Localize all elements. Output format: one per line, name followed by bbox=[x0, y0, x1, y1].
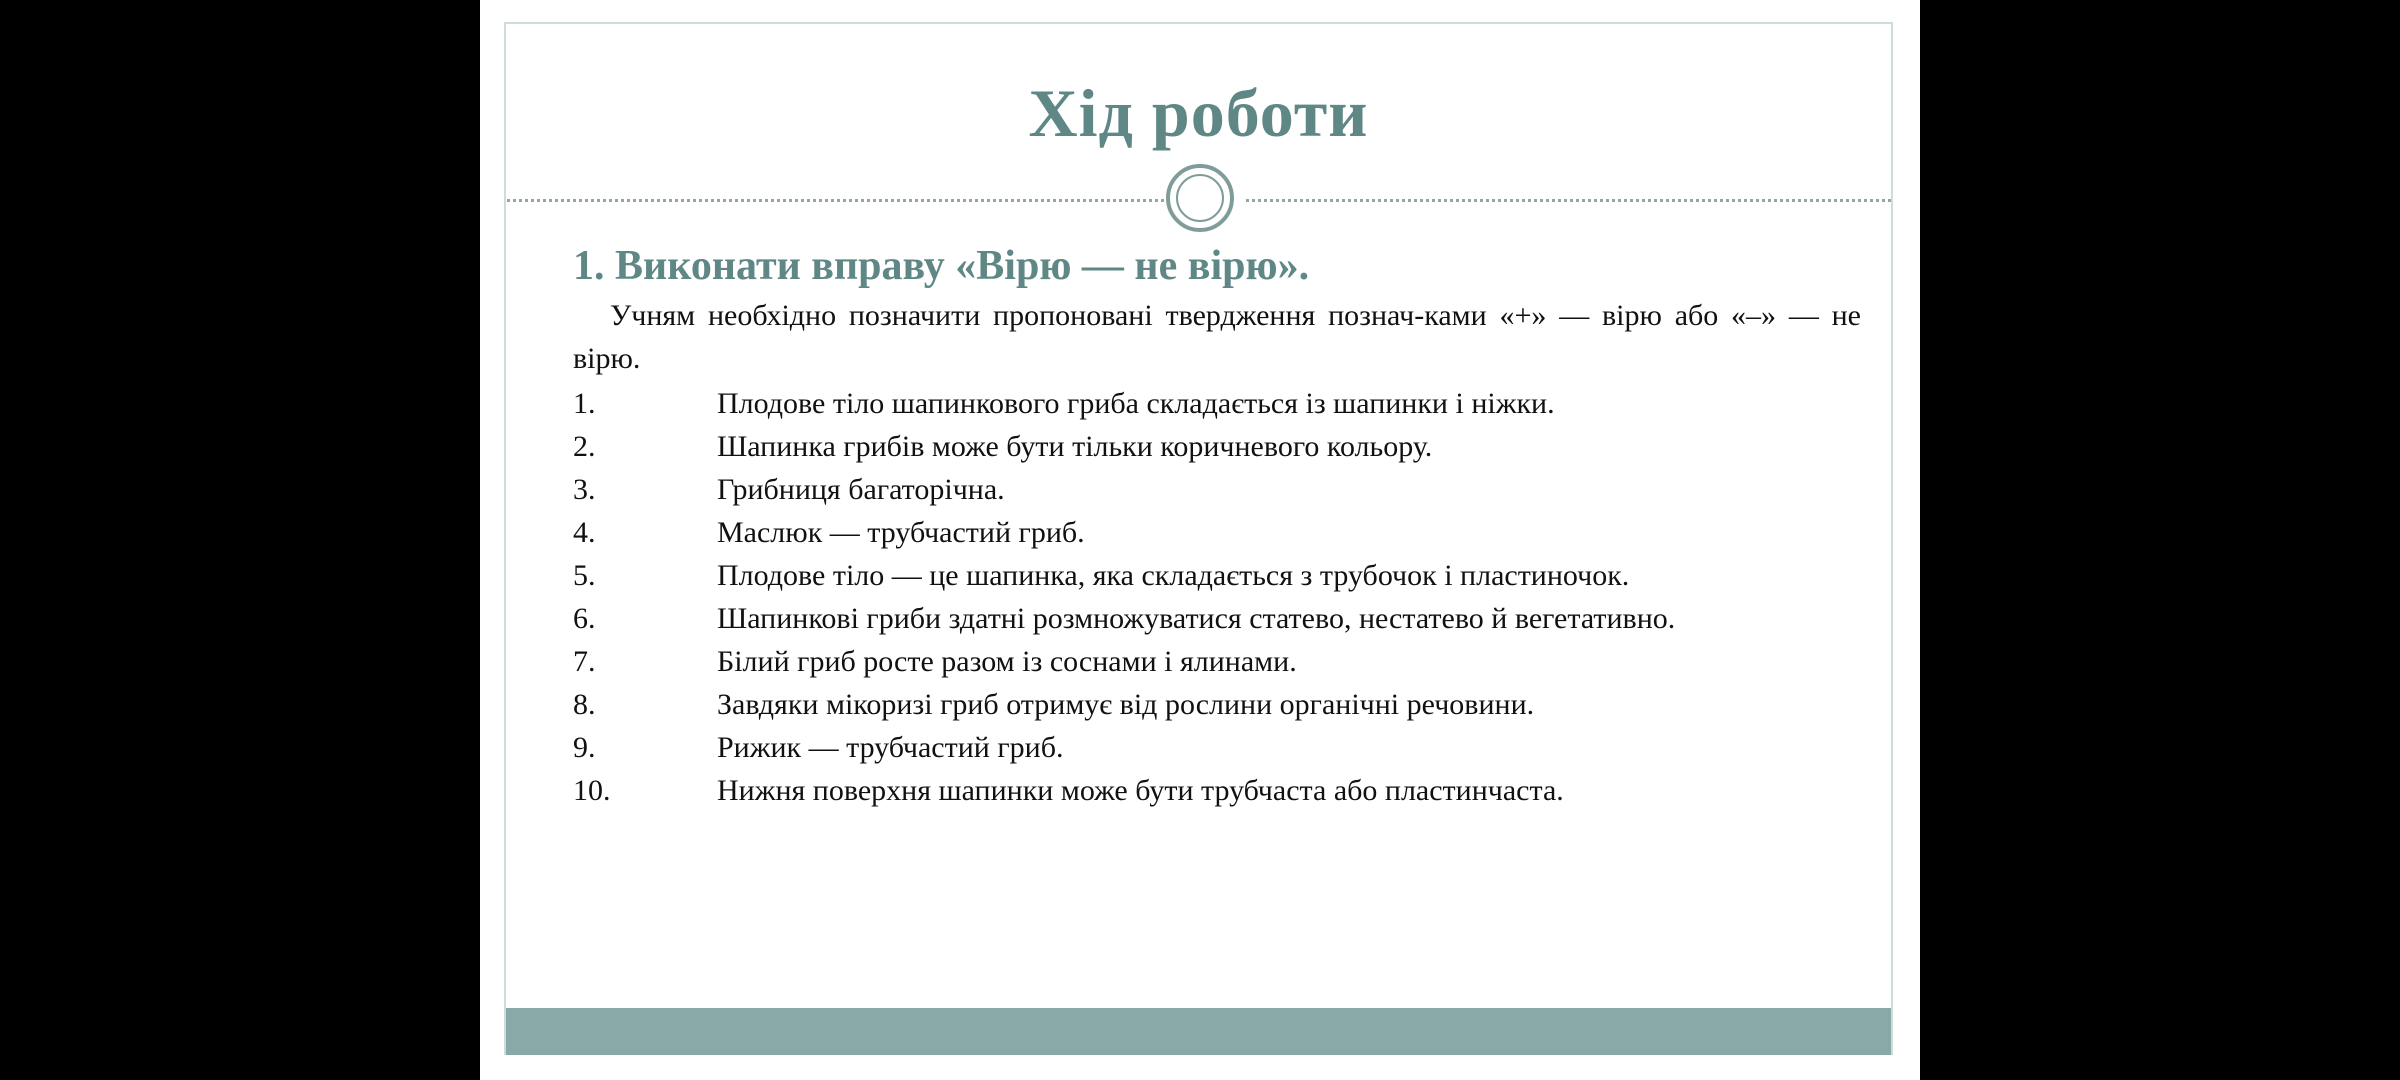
list-item bbox=[573, 511, 1861, 554]
item-text: Рижик — трубчастий гриб. bbox=[717, 731, 1064, 764]
item-number: 6. bbox=[573, 602, 596, 635]
list-item bbox=[573, 468, 1861, 511]
item-number: 3. bbox=[573, 473, 596, 506]
item-number: 2. bbox=[573, 430, 596, 463]
item-text: Шапинкові гриби здатні розмножуватися статево, нестатево й вегетативно. bbox=[717, 602, 1676, 635]
list-item bbox=[573, 597, 1861, 640]
item-number: 1. bbox=[573, 387, 596, 420]
item-text: Маслюк — трубчастий гриб. bbox=[717, 516, 1085, 549]
statement-list bbox=[573, 382, 1861, 812]
item-text: Шапинка грибів може бути тільки коричневого кольору. bbox=[717, 430, 1433, 463]
item-number: 4. bbox=[573, 516, 596, 549]
item-text: Грибниця багаторічна. bbox=[717, 473, 1005, 506]
item-text: Завдяки мікоризі гриб отримує від рослини органічні речовини. bbox=[717, 688, 1535, 721]
item-number: 10. bbox=[573, 774, 611, 807]
item-text: Нижня поверхня шапинки може бути трубчаста або пластинчаста. bbox=[717, 774, 1564, 807]
item-text: Білий гриб росте разом із соснами і ялинами. bbox=[717, 645, 1297, 678]
item-number: 5. bbox=[573, 559, 596, 592]
list-item bbox=[573, 640, 1861, 683]
item-text: Плодове тіло шапинкового гриба складається із шапинки і ніжки. bbox=[717, 387, 1555, 420]
list-item bbox=[573, 554, 1861, 597]
list-item bbox=[573, 425, 1861, 468]
slide-title: Хід роботи bbox=[1028, 75, 1369, 151]
task-heading: 1. Виконати вправу «Вірю — не вірю». bbox=[573, 243, 1310, 289]
list-item bbox=[573, 683, 1861, 726]
item-number: 7. bbox=[573, 645, 596, 678]
item-number: 9. bbox=[573, 731, 596, 764]
list-item bbox=[573, 382, 1861, 425]
circle-ornament-icon bbox=[1166, 164, 1234, 232]
title-divider-left bbox=[507, 199, 1164, 202]
title-divider-right bbox=[1246, 199, 1891, 202]
task-instructions: Учням необхідно позначити пропоновані твердження познач-ками «+» — вірю або «–» — не вірю. bbox=[573, 299, 1861, 375]
item-number: 8. bbox=[573, 688, 596, 721]
footer-bar bbox=[506, 1008, 1891, 1055]
list-item bbox=[573, 769, 1861, 812]
item-text: Плодове тіло — це шапинка, яка складається з трубочок і пластиночок. bbox=[717, 559, 1630, 592]
list-item bbox=[573, 726, 1861, 769]
